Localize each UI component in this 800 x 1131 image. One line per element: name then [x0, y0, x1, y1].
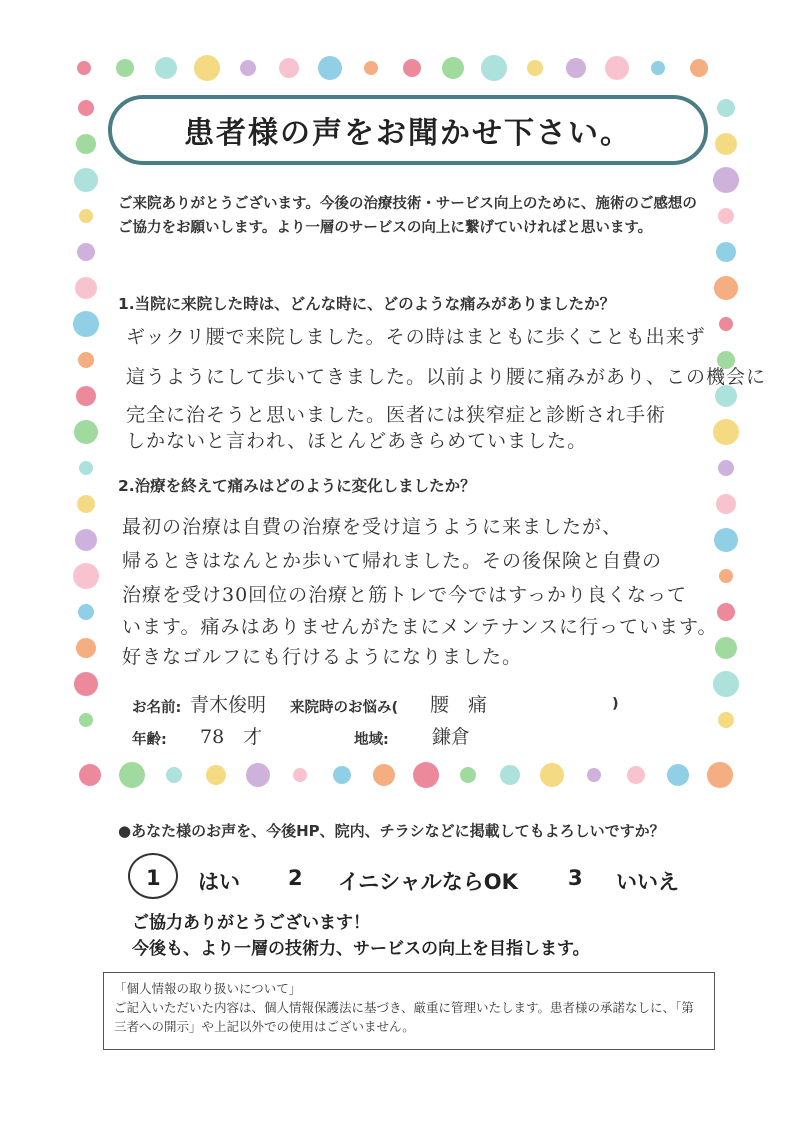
name-label: お名前:: [132, 700, 182, 716]
decorative-dot: [714, 528, 738, 552]
decorative-dot: [715, 637, 737, 659]
name-value: 青木俊明: [190, 694, 267, 716]
decorative-dot: [279, 58, 299, 78]
decorative-dot: [76, 386, 96, 406]
decorative-dot: [79, 713, 93, 727]
option-1-number[interactable]: 1: [146, 866, 161, 890]
decorative-dot: [566, 58, 586, 78]
decorative-dot: [116, 59, 134, 77]
decorative-dot: [79, 209, 93, 223]
decorative-dot: [651, 61, 665, 75]
answer-2-line: 帰るときはなんとか歩いて帰れました。その後保険と自費の: [122, 550, 663, 572]
answer-2-line: 治療を受け30回位の治療と筋トレで今ではすっかり良くなって: [122, 584, 688, 606]
answer-2-line: 好きなゴルフにも行けるようになりました。: [122, 646, 523, 668]
decorative-dot: [246, 763, 270, 787]
concern-value: 腰 痛: [430, 694, 488, 716]
answer-2-line: います。痛みはありませんがたまにメンテナンスに行っています。: [122, 616, 718, 638]
decorative-dot: [587, 768, 601, 782]
decorative-dot: [718, 712, 734, 728]
decorative-dot: [605, 56, 629, 80]
concern-label: 来院時のお悩み(: [290, 700, 399, 716]
decorative-dot: [73, 311, 99, 337]
privacy-heading: 「個人情報の取り扱いについて」: [114, 981, 302, 996]
option-2-label[interactable]: イニシャルならOK: [338, 870, 518, 894]
consent-question: ●あなた様のお声を、今後HP、院内、チラシなどに掲載してもよろしいですか？: [118, 822, 665, 840]
decorative-dot: [166, 767, 182, 783]
decorative-dot: [74, 168, 98, 192]
decorative-dot: [293, 768, 307, 782]
answer-2-line: 最初の治療は自費の治療を受け這うように来ましたが、: [122, 516, 623, 538]
option-3-label[interactable]: いいえ: [616, 870, 679, 894]
decorative-dot: [74, 672, 98, 696]
decorative-dot: [78, 100, 94, 116]
decorative-dot: [74, 420, 98, 444]
privacy-notice: [103, 972, 715, 1050]
decorative-dot: [442, 57, 464, 79]
decorative-dot: [78, 604, 94, 620]
intro-text: ご来院ありがとうございます。今後の治療技術・サービス向上のために、施術のご感想のご協力をお願いします。より一層のサービスの向上に繋げていければと思います。: [118, 196, 697, 236]
decorative-dot: [540, 763, 564, 787]
decorative-dot: [717, 99, 735, 117]
decorative-dot: [240, 60, 256, 76]
decorative-dot: [527, 60, 543, 76]
decorative-dot: [77, 243, 95, 261]
decorative-dot: [713, 167, 739, 193]
decorative-dot: [373, 764, 395, 786]
decorative-dot: [79, 461, 93, 475]
decorative-dot: [403, 59, 421, 77]
age-value: 78 才: [200, 726, 263, 748]
decorative-dot: [713, 671, 739, 697]
option-2-number[interactable]: 2: [288, 866, 303, 890]
decorative-dot: [76, 638, 96, 658]
decorative-dot: [75, 277, 97, 299]
decorative-dot: [194, 55, 220, 81]
decorative-dot: [500, 765, 520, 785]
decorative-dot: [690, 59, 708, 77]
decorative-dot: [714, 276, 738, 300]
decorative-dot: [718, 460, 734, 476]
decorative-dot: [715, 133, 737, 155]
decorative-dot: [119, 762, 145, 788]
page-title: 患者様の声をお聞かせ下さい。: [184, 116, 632, 151]
decorative-dot: [627, 766, 645, 784]
decorative-dot: [717, 603, 735, 621]
age-label: 年齢:: [132, 732, 167, 748]
question-2: 2.治療を終えて痛みはどのように変化しましたか？: [118, 477, 476, 495]
answer-1-line: しかないと言われ、ほとんどあきらめていました。: [126, 430, 588, 452]
decorative-dot: [707, 762, 733, 788]
decorative-dot: [364, 61, 378, 75]
decorative-dot: [333, 766, 351, 784]
decorative-dot: [713, 419, 739, 445]
decorative-dot: [155, 57, 177, 79]
privacy-body: ご記入いただいた内容は、個人情報保護法に基づき、厳重に管理いたします。患者様の承諾なしに、「第三者への開示」や上記以外での使用はございません。: [114, 1000, 694, 1034]
decorative-dot: [413, 762, 439, 788]
option-1-label[interactable]: はい: [198, 870, 240, 894]
decorative-dot: [318, 56, 342, 80]
decorative-dot: [460, 767, 476, 783]
answer-1-line: ギックリ腰で来院しました。その時はまともに歩くことも出来ず: [126, 326, 706, 348]
area-value: 鎌倉: [432, 726, 471, 748]
decorative-dot: [481, 55, 507, 81]
decorative-dot: [716, 242, 736, 262]
decorative-dot: [75, 529, 97, 551]
option-3-number[interactable]: 3: [568, 866, 583, 890]
area-label: 地域:: [354, 732, 389, 748]
question-1: 1.当院に来院した時は、どんな時に、どのような痛みがありましたか？: [118, 295, 616, 313]
thanks-line-1: ご協力ありがとうございます！: [132, 913, 370, 933]
decorative-dot: [719, 569, 733, 583]
decorative-dot: [77, 495, 95, 513]
title-frame: [108, 95, 708, 165]
decorative-dot: [78, 352, 94, 368]
decorative-dot: [79, 764, 101, 786]
answer-1-line: 完全に治そうと思いました。医者には狭窄症と診断され手術: [126, 404, 667, 426]
decorative-dot: [206, 765, 226, 785]
decorative-dot: [73, 563, 99, 589]
answer-1-line: 這うようにして歩いてきました。以前より腰に痛みがあり、この機会に: [126, 366, 767, 388]
decorative-dot: [716, 494, 736, 514]
decorative-dot: [667, 764, 689, 786]
decorative-dot: [719, 317, 733, 331]
decorative-dot: [718, 208, 734, 224]
concern-close: ): [612, 696, 619, 712]
thanks-line-2: 今後も、より一層の技術力、サービスの向上を目指します。: [132, 939, 590, 959]
decorative-dot: [76, 134, 96, 154]
decorative-dot: [77, 61, 91, 75]
